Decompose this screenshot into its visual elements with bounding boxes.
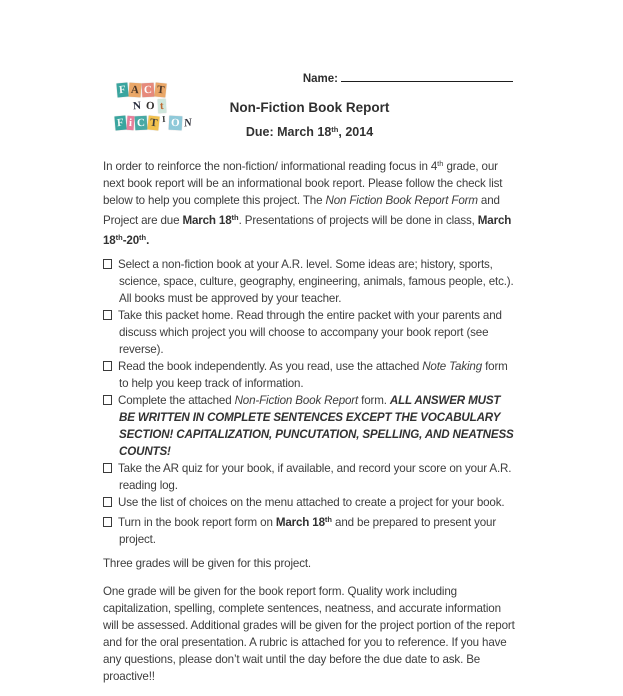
- page-title: Non-Fiction Book Report: [229, 100, 390, 115]
- checklist-item-text: [118, 462, 511, 492]
- text-segment: ALL ANSWER MUST BE WRITTEN IN COMPLETE SENTENCES EXCEPT THE VOCABULARY SECTION! CAPITALIZATION, PUNCUTATION, SPELLING, AND NEATNESS COUNTS!: [119, 394, 514, 458]
- checkbox-icon: [103, 497, 112, 507]
- text-segment: Read the book independently. As you read, use the attached: [118, 360, 423, 373]
- checkbox-icon: [103, 517, 112, 527]
- checklist-item-text: [118, 309, 502, 356]
- logo-letter: A: [128, 83, 141, 98]
- checklist-item: [103, 392, 516, 460]
- text-segment: Turn in the book report form on: [118, 516, 276, 529]
- checklist-item: [103, 511, 516, 548]
- text-segment: March 18: [275, 516, 325, 529]
- text-segment: form to help you keep track of information.: [119, 360, 508, 390]
- checklist-item-text: [118, 360, 508, 390]
- logo-letter: I: [161, 113, 166, 125]
- text-segment: , 2014: [338, 125, 374, 139]
- text-segment: and Project are due: [103, 194, 500, 227]
- text-segment: Non-Fiction Book Report: [234, 394, 359, 407]
- logo-letter: O: [145, 99, 155, 113]
- logo-letter: F: [114, 116, 126, 131]
- text-segment: th: [231, 213, 239, 222]
- name-row: [103, 70, 516, 86]
- name-label: Name:: [302, 73, 338, 85]
- logo-letter: T: [154, 82, 167, 97]
- text-segment: form.: [358, 394, 390, 407]
- text-segment: One grade will be given for the book report form. Quality work including capitalization, spelling, complete sentences, neatness, and accurate information will be assessed. Additional grades will be given for the project portion of the report and for the oral presentation. A rubric is attached for you to reference. If you have any questions, please don’t wait until the day before the due date to ask. Be proactive!!: [103, 585, 515, 683]
- checkbox-icon: [103, 310, 112, 320]
- checklist-item-text: [118, 516, 496, 546]
- logo-letter: t: [157, 99, 165, 113]
- checklist-item: [103, 256, 516, 307]
- checklist-item-text: [118, 496, 504, 509]
- logo-letter: C: [141, 83, 154, 98]
- logo-letter: C: [134, 116, 147, 131]
- text-segment: Take this packet home. Read through the entire packet with your parents and discuss which project you will choose to accompany your book report (see reverse).: [118, 309, 502, 356]
- text-segment: th: [331, 125, 339, 134]
- text-segment: March 18: [182, 214, 232, 227]
- checklist-item-text: [118, 258, 514, 305]
- text-segment: th: [139, 233, 147, 242]
- text-segment: th: [324, 515, 332, 524]
- text-segment: th: [437, 159, 444, 168]
- text-segment: .: [146, 234, 150, 247]
- checklist-item: [103, 358, 516, 392]
- text-segment: Take the AR quiz for your book, if available, and record your score on your A.R. reading log.: [118, 462, 512, 492]
- logo-letter: N: [183, 116, 193, 130]
- text-segment: Select a non-fiction book at your A.R. level. Some ideas are; history, sports, science, space, culture, geography, engineering, animals, famous people, etc.). All books must be approved by your teacher.: [118, 258, 514, 305]
- logo-letter: F: [116, 83, 128, 98]
- checklist: [103, 256, 516, 548]
- logo-letter: O: [168, 116, 181, 131]
- text-segment: Complete the attached: [118, 394, 235, 407]
- checklist-item: [103, 307, 516, 358]
- text-segment: . Presentations of projects will be done in class,: [238, 214, 478, 227]
- text-segment: Due: March 18: [245, 125, 332, 139]
- checkbox-icon: [103, 395, 112, 405]
- checklist-item: [103, 494, 516, 511]
- document-content: [103, 70, 516, 685]
- text-segment: In order to reinforce the non-fiction/ informational reading focus in 4: [103, 160, 438, 173]
- checkbox-icon: [103, 361, 112, 371]
- checklist-item-text: [118, 394, 514, 458]
- text-segment: Note Taking: [422, 360, 482, 373]
- closing-paragraph: [103, 583, 516, 685]
- text-segment: Non Fiction Book Report Form: [325, 194, 478, 207]
- logo-letter: T: [147, 115, 160, 130]
- checkbox-icon: [103, 259, 112, 269]
- text-segment: -20: [122, 234, 140, 247]
- name-blank-line: [341, 70, 513, 82]
- logo-letter: i: [126, 116, 134, 130]
- due-date-line: [103, 123, 516, 139]
- checkbox-icon: [103, 463, 112, 473]
- checklist-item: [103, 460, 516, 494]
- text-segment: March 18: [103, 214, 512, 247]
- three-grades-line: [103, 555, 516, 572]
- text-segment: Use the list of choices on the menu attached to create a project for your book.: [118, 496, 505, 509]
- intro-paragraph: [103, 155, 516, 249]
- text-segment: and be prepared to present your project.: [119, 516, 497, 546]
- text-segment: grade, our next book report will be an informational book report. Please follow the check list below to help you complete this project. The: [103, 160, 503, 207]
- logo-letter: N: [132, 99, 142, 113]
- text-segment: Three grades will be given for this project.: [103, 557, 311, 570]
- text-segment: th: [115, 233, 123, 242]
